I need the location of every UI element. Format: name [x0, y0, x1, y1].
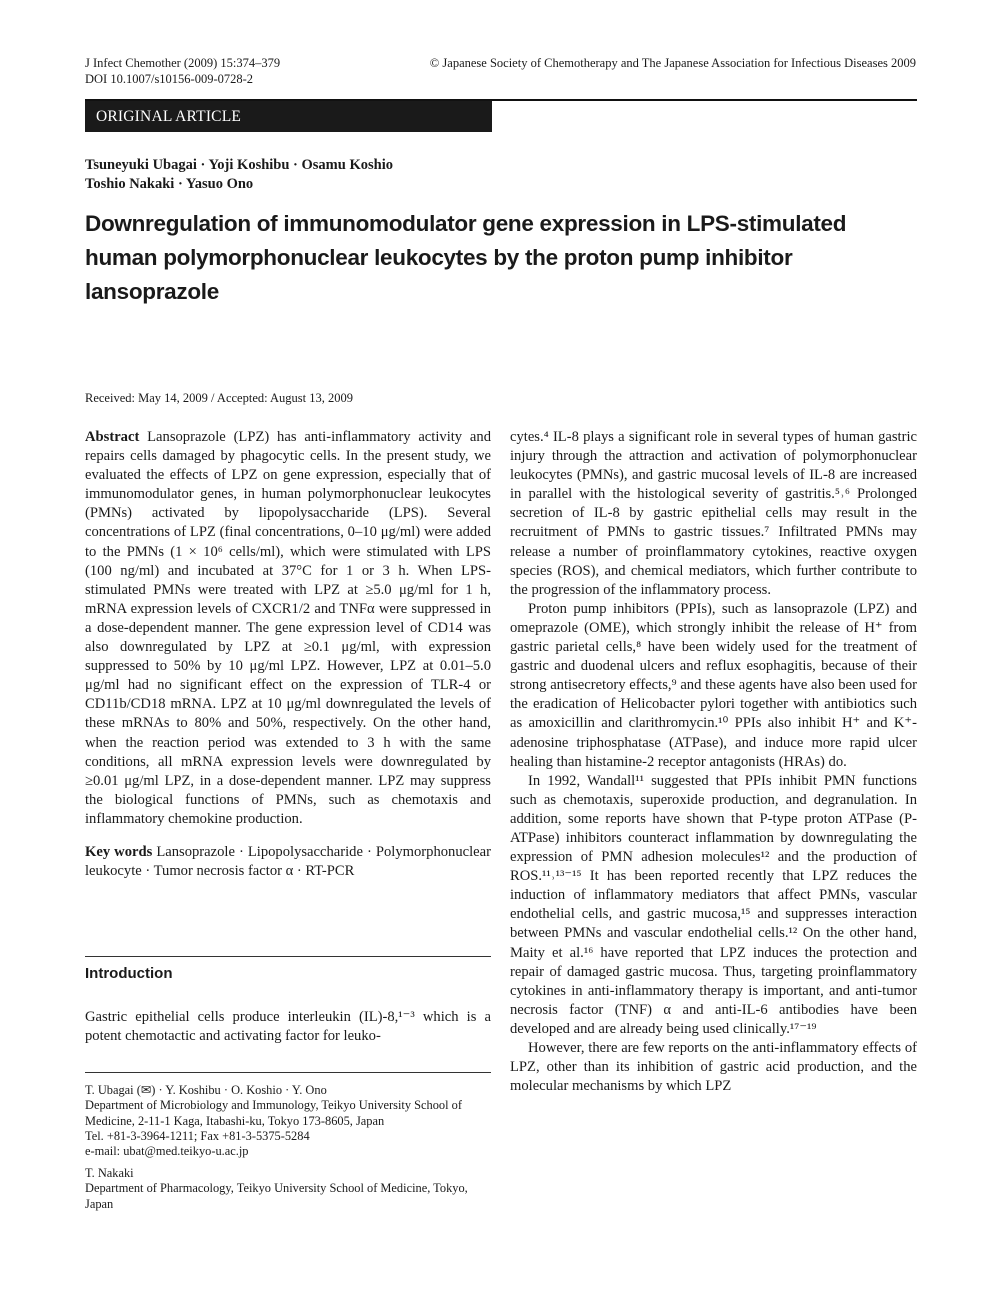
- copyright-notice: © Japanese Society of Chemotherapy and The Japanese Association for Infectious Diseases 2009: [429, 56, 916, 70]
- title-line-3: lansoprazole: [85, 279, 219, 304]
- left-column: [85, 428, 491, 881]
- affiliation-1-email[interactable]: e-mail: ubat@med.teikyo-u.ac.jp: [85, 1144, 249, 1159]
- title-line-2: human polymorphonuclear leukocytes by the proton pump inhibitor: [85, 245, 793, 270]
- doi[interactable]: DOI 10.1007/s10156-009-0728-2: [85, 72, 254, 86]
- affiliation-1: [85, 1083, 491, 1159]
- keywords: [85, 843, 491, 881]
- body-paragraph-1: cytes.⁴ IL-8 plays a significant role in several types of human gastric injury through the attraction and activation of polymorphonuclear leukocytes (PMNs), and gastric mucosal levels of IL-8 are increased in parallel with the histological severity of gastritis.⁵˒⁶ Prolonged secretion of IL-8 by gastric epithelial cells may result in the recruitment of PMNs to gastric tissues.⁷ Infiltrated PMNs may release a number of proinflammatory cytokines, reactive oxygen species (ROS), and chemical mediators, which further contribute to the progression of the inflammatory process.: [510, 429, 917, 598]
- title-line-1: Downregulation of immunomodulator gene expression in LPS-stimulated: [85, 211, 847, 236]
- affiliation-2-department: Department of Pharmacology, Teikyo University School of Medicine, Tokyo, Japan: [85, 1181, 468, 1211]
- body-paragraph-2: Proton pump inhibitors (PPIs), such as lansoprazole (LPZ) and omeprazole (OME), which strongly inhibit the release of H⁺ from gastric parietal cells,⁸ have been widely used for the treatment of gastric and duodenal ulcers and reflux esophagitis, because of their strong antisecretory effects,⁹ and these agents have also been used for the eradication of Helicobacter pylori together with antibiotics such as amoxicillin and clarithromycin.¹⁰ PPIs also inhibit H⁺ and K⁺-adenosine triphosphatase (ATPase), and induce more rapid ulcer healing than histamine-2 receptor antagonists (HRAs) do.: [510, 600, 917, 770]
- body-paragraph-3: In 1992, Wandall¹¹ suggested that PPIs inhibit PMN functions such as chemotaxis, superoxide production, and degranulation. In addition, some reports have shown that P-type proton ATPase (P-ATPase) inhibitors counteract inflammation by downregulating the expression of PMN adhesion molecules¹² and the production of ROS.¹¹˒¹³⁻¹⁵ It has been reported recently that LPZ reduces the induction of inflammatory mediators that affect PMNs, vascular endothelial cells, and gastric mucosa,¹⁵ and suppresses interaction between PMNs and vascular endothelial cells.¹² On the other hand, Maity et al.¹⁶ have reported that LPZ induces the protection and repair of damaged gastric mucosa. Thus, targeting proinflammatory cytokines in anti-inflammatory therapy is important, and anti-tumor necrosis factor (TNF) α and anti-IL-6 antibodies have been developed and are already being used clinically.¹⁷⁻¹⁹: [510, 772, 917, 1037]
- affiliation-1-department: Department of Microbiology and Immunology, Teikyo University School of Medicine, 2-11-1 Kaga, Itabashi-ku, Tokyo 173-8605, Japan: [85, 1098, 462, 1128]
- body-paragraph-4: However, there are few reports on the anti-inflammatory effects of LPZ, other than its inhibition of gastric acid production, and the molecular mechanisms by which LPZ: [510, 1040, 917, 1095]
- received-dates: Received: May 14, 2009 / Accepted: August 13, 2009: [85, 391, 354, 405]
- abstract-label: Abstract: [85, 429, 140, 445]
- article-title: [85, 207, 905, 309]
- keywords-label: Key words: [85, 843, 153, 860]
- author-list: [85, 156, 685, 194]
- introduction-heading: Introduction: [85, 965, 173, 982]
- affiliation-2-name: T. Nakaki: [85, 1166, 134, 1180]
- journal-reference: J Infect Chemother (2009) 15:374–379: [85, 56, 281, 70]
- affiliation-1-names: T. Ubagai (✉) · Y. Koshibu · O. Koshio · Y. Ono: [85, 1083, 327, 1097]
- keywords-text: Lansoprazole · Lipopolysaccharide · Polymorphonuclear leukocyte · Tumor necrosis factor α · RT-PCR: [85, 843, 491, 880]
- footnote-divider: [85, 1072, 491, 1073]
- abstract: [85, 428, 491, 829]
- abstract-text: Lansoprazole (LPZ) has anti-inflammatory activity and repairs cells damaged by phagocytic cells. In the present study, we evaluated the effects of LPZ on gene expression, especially that of immunomodulator genes, in human polymorphonuclear leukocytes (PMNs) activated by lipopolysaccharide (LPS). Several concentrations of LPZ (final concentrations, 0–10 μg/ml) were added to the PMNs (1 × 10⁶ cells/ml), which were stimulated with LPS (100 ng/ml) and incubated at 37°C for 1 or 3 h. When LPS-stimulated PMNs were treated with LPZ at ≥5.0 μg/ml for 1 h, mRNA expression levels of CXCR1/2 and TNFα were suppressed in a dose-dependent manner. The gene expression level of CD14 was also downregulated by LPZ at ≥0.1 μg/ml, with expression suppressed to 50% by 10 μg/ml LPZ. However, LPZ at 0.01–5.0 μg/ml had no significant effect on the expression of TLR-4 or CD11b/CD18 mRNA. LPZ at 10 μg/ml downregulated the levels of these mRNAs to 80% and 50%, respectively. On the other hand, when the reaction period was extended to 3 h with the same conditions, all mRNA expression levels were downregulated by ≥0.01 μg/ml LPZ, in a dose-dependent manner. LPZ may suppress the biological functions of PMNs, such as chemotaxis and inflammatory chemokine production.: [85, 429, 491, 827]
- authors-line-2: Toshio Nakaki · Yasuo Ono: [85, 176, 254, 192]
- authors-line-1: Tsuneyuki Ubagai · Yoji Koshibu · Osamu Koshio: [85, 157, 393, 173]
- journal-citation: [85, 55, 385, 87]
- introduction-paragraph: Gastric epithelial cells produce interleukin (IL)-8,¹⁻³ which is a potent chemotactic and activating factor for leuko-: [85, 1009, 491, 1045]
- affiliation-1-phone: Tel. +81-3-3964-1211; Fax +81-3-5375-5284: [85, 1128, 310, 1143]
- affiliation-2: [85, 1166, 491, 1212]
- section-divider: [85, 956, 491, 957]
- right-column: [510, 428, 917, 1096]
- article-type-banner: ORIGINAL ARTICLE: [85, 101, 492, 132]
